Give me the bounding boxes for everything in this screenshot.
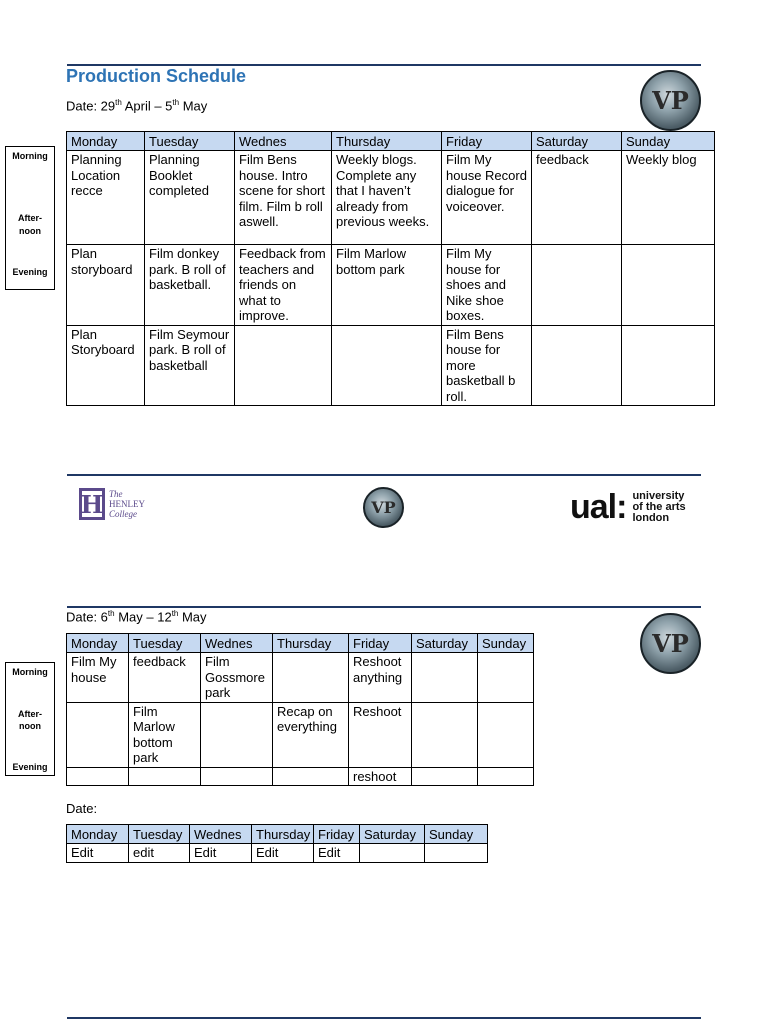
label-evening: Evening (12, 267, 48, 277)
schedule-cell: Film Bens house for more basketball b roll. (442, 325, 532, 406)
schedule-cell: Film Gossmore park (201, 653, 273, 703)
label-morning: Morning (12, 151, 48, 161)
schedule-cell (360, 844, 425, 863)
schedule-cell: Film Marlow bottom park (332, 245, 442, 326)
schedule-cell: Planning Location recce (67, 151, 145, 245)
ual-logo-text (632, 491, 685, 524)
table-row (67, 653, 534, 703)
week2-date (66, 609, 207, 624)
schedule-cell: Plan Storyboard (67, 325, 145, 406)
schedule-cell (478, 702, 534, 767)
label-morning: Morning (12, 667, 48, 677)
schedule-cell (532, 325, 622, 406)
schedule-cell: Film My house Record dialogue for voiceover. (442, 151, 532, 245)
day-header: Tuesday (145, 132, 235, 151)
schedule-cell: Reshoot anything (349, 653, 412, 703)
date-text: May (179, 98, 208, 114)
date-sup: th (107, 609, 115, 618)
henley-line: The (109, 489, 123, 499)
vp-logo (640, 70, 701, 131)
schedule-cell (425, 844, 488, 863)
schedule-cell: Film Marlow bottom park (129, 702, 201, 767)
date-text: May (178, 609, 207, 625)
henley-college-logo (79, 488, 145, 520)
schedule-cell (332, 325, 442, 406)
schedule-cell (273, 767, 349, 786)
schedule-cell: Film donkey park. B roll of basketball. (145, 245, 235, 326)
table-row (67, 325, 715, 406)
table-row (67, 245, 715, 326)
table-row (67, 844, 488, 863)
schedule-cell (478, 653, 534, 703)
lower-rule (67, 606, 701, 608)
schedule-cell (412, 653, 478, 703)
day-header: Monday (67, 132, 145, 151)
schedule-cell (412, 767, 478, 786)
schedule-cell: Film Seymour park. B roll of basketball (145, 325, 235, 406)
day-header: Saturday (412, 634, 478, 653)
week3-date: Date: (66, 801, 98, 816)
ual-line: university (632, 489, 685, 502)
schedule-cell (532, 245, 622, 326)
date-text: April – 5 (121, 98, 173, 114)
day-header: Monday (67, 825, 129, 844)
schedule-cell: Weekly blog (622, 151, 715, 245)
ual-logo (570, 488, 686, 526)
schedule-cell: Weekly blogs. Complete any that I haven’t already from previous weeks. (332, 151, 442, 245)
vp-logo (363, 487, 404, 528)
week1-time-labels (5, 146, 55, 290)
day-header: Friday (442, 132, 532, 151)
label-afternoon-1: After- (18, 709, 42, 719)
week2-time-labels (5, 662, 55, 776)
schedule-cell: Reshoot (349, 702, 412, 767)
middle-rule (67, 474, 701, 476)
day-header: Wednes (235, 132, 332, 151)
schedule-cell: feedback (129, 653, 201, 703)
schedule-cell: Plan storyboard (67, 245, 145, 326)
vp-logo-text: VP (371, 498, 396, 517)
schedule-cell: Film My house for shoes and Nike shoe boxes. (442, 245, 532, 326)
schedule-cell: Film My house (67, 653, 129, 703)
week1-table (66, 131, 715, 406)
day-header: Tuesday (129, 634, 201, 653)
henley-line: College (109, 509, 137, 519)
schedule-cell: feedback (532, 151, 622, 245)
date-text: May – 12 (114, 609, 172, 625)
ual-line: of the arts (632, 500, 686, 513)
page-title: Production Schedule (66, 66, 247, 86)
ual-line: london (632, 511, 670, 524)
date-text: Date: 29 (66, 98, 116, 114)
date-sup: th (172, 98, 180, 107)
week3-table (66, 824, 488, 863)
label-afternoon-2: noon (19, 721, 41, 731)
week2-table (66, 633, 534, 786)
schedule-cell: Film Bens house. Intro scene for short film. Film b roll aswell. (235, 151, 332, 245)
schedule-cell (67, 702, 129, 767)
ual-logo-mark: ual: (570, 488, 627, 526)
date-sup: th (115, 98, 122, 107)
schedule-cell (201, 767, 273, 786)
henley-logo-text (109, 489, 145, 519)
day-header: Sunday (478, 634, 534, 653)
header-row (67, 132, 715, 151)
schedule-cell (622, 325, 715, 406)
day-header: Monday (67, 634, 129, 653)
schedule-cell: reshoot (349, 767, 412, 786)
day-header: Sunday (622, 132, 715, 151)
table-row (67, 151, 715, 245)
schedule-cell (201, 702, 273, 767)
table-row (67, 702, 534, 767)
day-header: Wednes (190, 825, 252, 844)
day-header: Thursday (273, 634, 349, 653)
schedule-cell (67, 767, 129, 786)
schedule-cell: Planning Booklet completed (145, 151, 235, 245)
day-header: Saturday (360, 825, 425, 844)
label-evening: Evening (12, 762, 48, 772)
week1-date (66, 98, 207, 113)
day-header: Saturday (532, 132, 622, 151)
header-row (67, 634, 534, 653)
henley-h-icon: H (80, 489, 104, 519)
label-afternoon-2: noon (19, 226, 41, 236)
schedule-cell: Edit (252, 844, 314, 863)
header-row (67, 825, 488, 844)
day-header: Friday (314, 825, 360, 844)
day-header: Tuesday (129, 825, 190, 844)
table-row (67, 767, 534, 786)
schedule-cell: Edit (314, 844, 360, 863)
schedule-cell: Edit (190, 844, 252, 863)
henley-line: HENLEY (109, 499, 145, 509)
day-header: Thursday (252, 825, 314, 844)
schedule-cell (273, 653, 349, 703)
date-sup: th (171, 609, 179, 618)
vp-logo (640, 613, 701, 674)
day-header: Sunday (425, 825, 488, 844)
schedule-cell (235, 325, 332, 406)
vp-logo-text: VP (652, 86, 689, 115)
bottom-rule (67, 1017, 701, 1019)
schedule-cell (478, 767, 534, 786)
schedule-cell: edit (129, 844, 190, 863)
vp-logo-text: VP (652, 629, 689, 658)
schedule-cell: Edit (67, 844, 129, 863)
schedule-cell: Feedback from teachers and friends on what to improve. (235, 245, 332, 326)
day-header: Friday (349, 634, 412, 653)
day-header: Wednes (201, 634, 273, 653)
label-afternoon-1: After- (18, 213, 42, 223)
schedule-cell: Recap on everything (273, 702, 349, 767)
date-text: Date: 6 (66, 609, 108, 625)
schedule-cell (412, 702, 478, 767)
schedule-cell (622, 245, 715, 326)
day-header: Thursday (332, 132, 442, 151)
schedule-cell (129, 767, 201, 786)
